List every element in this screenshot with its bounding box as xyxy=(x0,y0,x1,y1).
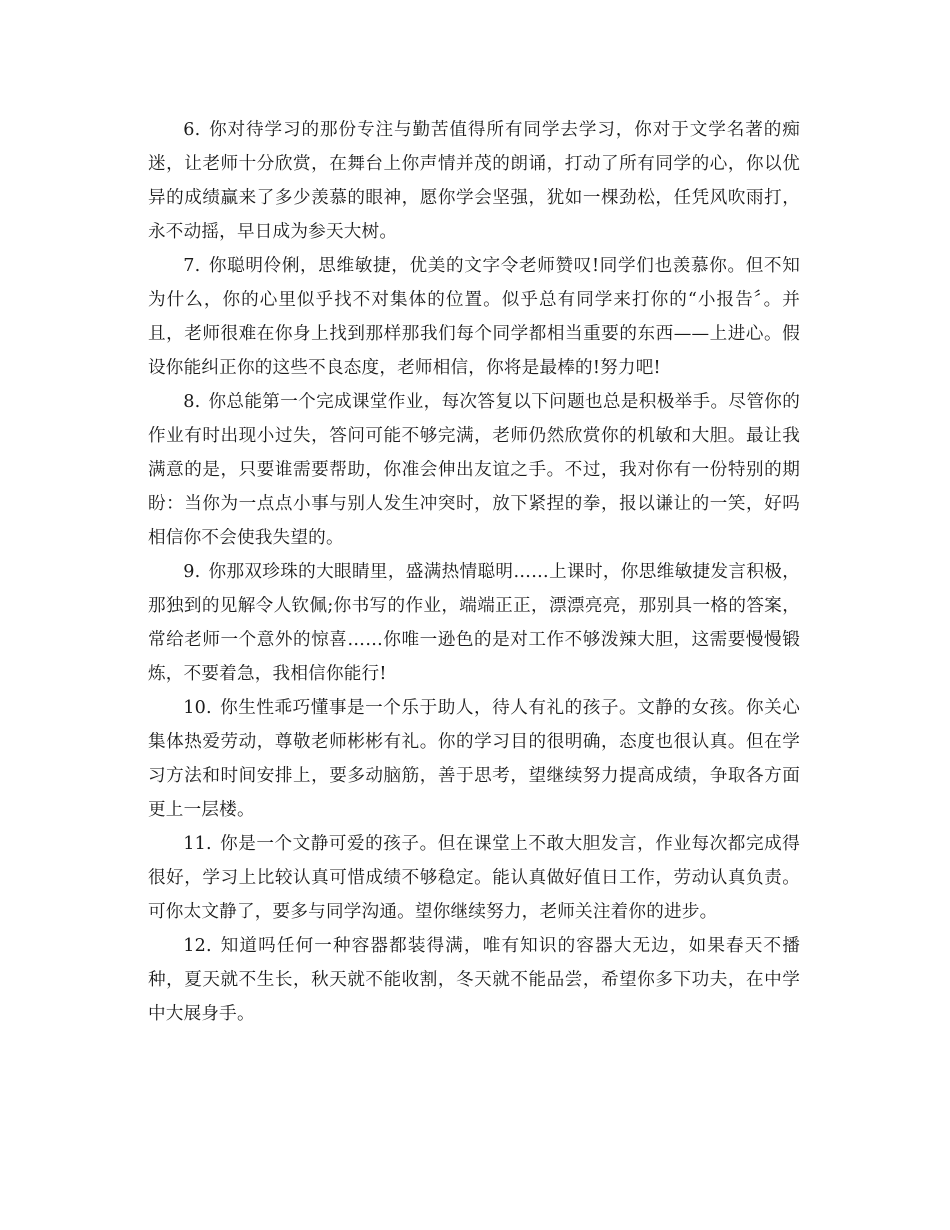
paragraph-text: 你那双珍珠的大眼睛里，盛满热情聪明……上课时，你思维敏捷发言积极，那独到的见解令人钦佩;你书写的作业，端端正正，漂漂亮亮，那别具一格的答案，常给老师一个意外的惊喜……你唯一逊色的是对工作不够泼辣大胆，这需要慢慢锻炼，不要着急，我相信你能行! xyxy=(148,562,800,684)
paragraph-8 xyxy=(148,385,800,555)
paragraph-6 xyxy=(148,113,800,249)
document-body xyxy=(148,113,800,1031)
paragraph-text: 你对待学习的那份专注与勤苦值得所有同学去学习，你对于文学名著的痴迷，让老师十分欣赏，在舞台上你声情并茂的朗诵，打动了所有同学的心，你以优异的成绩赢来了多少羡慕的眼神，愿你学会坚强，犹如一棵劲松，任凭风吹雨打，永不动摇，早日成为参天大树。 xyxy=(148,120,800,242)
paragraph-number: 9. xyxy=(183,562,201,582)
paragraph-text: 你总能第一个完成课堂作业，每次答复以下问题也总是积极举手。尽管你的作业有时出现小过失，答问可能不够完满，老师仍然欣赏你的机敏和大胆。最让我满意的是，只要谁需要帮助，你准会伸出友谊之手。不过，我对你有一份特别的期盼：当你为一点点小事与别人发生冲突时，放下紧捏的拳，报以谦让的一笑，好吗相信你不会使我失望的。 xyxy=(148,392,800,548)
paragraph-text: 知道吗任何一种容器都装得满，唯有知识的容器大无边，如果春天不播种，夏天就不生长，秋天就不能收割，冬天就不能品尝，希望你多下功夫，在中学中大展身手。 xyxy=(148,936,800,1024)
paragraph-number: 11. xyxy=(183,834,212,854)
paragraph-9 xyxy=(148,555,800,691)
paragraph-number: 7. xyxy=(183,256,201,276)
paragraph-7 xyxy=(148,249,800,385)
paragraph-number: 12. xyxy=(183,936,212,956)
paragraph-number: 10. xyxy=(183,698,212,718)
paragraph-11 xyxy=(148,827,800,929)
paragraph-text: 你聪明伶俐，思维敏捷，优美的文字令老师赞叹!同学们也羡慕你。但不知为什么，你的心里似乎找不对集体的位置。似乎总有同学来打你的“小报告〞。并且，老师很难在你身上找到那样那我们每个同学都相当重要的东西——上进心。假设你能纠正你的这些不良态度，老师相信，你将是最棒的!努力吧! xyxy=(148,256,800,378)
paragraph-text: 你是一个文静可爱的孩子。但在课堂上不敢大胆发言，作业每次都完成得很好，学习上比较认真可惜成绩不够稳定。能认真做好值日工作，劳动认真负责。可你太文静了，要多与同学沟通。望你继续努力，老师关注着你的进步。 xyxy=(148,834,800,922)
paragraph-number: 8. xyxy=(183,392,201,412)
paragraph-12 xyxy=(148,929,800,1031)
paragraph-text: 你生性乖巧懂事是一个乐于助人，待人有礼的孩子。文静的女孩。你关心集体热爱劳动，尊敬老师彬彬有礼。你的学习目的很明确，态度也很认真。但在学习方法和时间安排上，要多动脑筋，善于思考，望继续努力提高成绩，争取各方面更上一层楼。 xyxy=(148,698,800,820)
paragraph-10 xyxy=(148,691,800,827)
paragraph-number: 6. xyxy=(183,120,201,140)
